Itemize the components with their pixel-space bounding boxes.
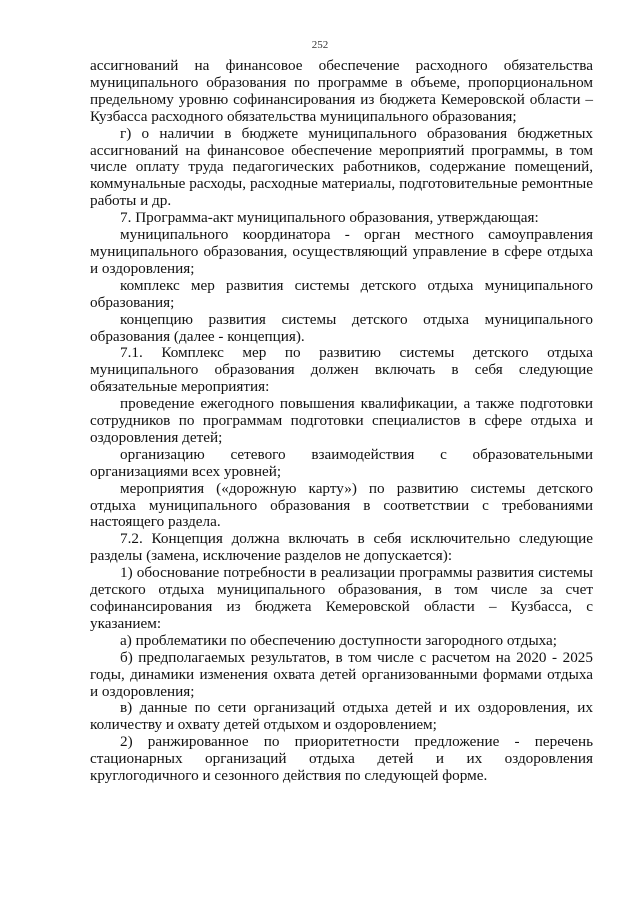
paragraph-2: г) о наличии в бюджете муниципального образования бюджетных ассигнований на финансовое обеспечение мероприятий программы, в том числе оплату труда педагогических работников, содержание помещений, коммунальные расходы, расходные материалы, подготовительные ремонтные работы и др. — [90, 124, 593, 210]
paragraph-10: мероприятия («дорожную карту») по развитию системы детского отдыха муниципального образования в соответствии с требованиями настоящего раздела. — [90, 479, 593, 531]
paragraph-1: ассигнований на финансовое обеспечение расходного обязательства муниципального образования по программе в объеме, пропорциональном предельному уровню софинансирования из бюджета Кемеровской области – Кузбасса расходного обязательства муниципального образования; — [90, 57, 593, 125]
paragraph-5: комплекс мер развития системы детского отдыха муниципального образования; — [90, 276, 593, 311]
document-body — [90, 58, 593, 785]
paragraph-12: 1) обоснование потребности в реализации программы развития системы детского отдыха муниципального образования, в том числе за счет софинансирования из бюджета Кемеровской области – Кузбасса, с указанием: — [90, 564, 593, 632]
paragraph-8: проведение ежегодного повышения квалификации, а также подготовки сотрудников по программам подготовки специалистов в сфере отдыха и оздоровления детей; — [90, 395, 593, 446]
paragraph-9: организацию сетевого взаимодействия с образовательными организациями всех уровней; — [90, 445, 593, 480]
paragraph-11: 7.2. Концепция должна включать в себя исключительно следующие разделы (замена, исключение разделов не допускается): — [90, 530, 593, 565]
paragraph-6: концепцию развития системы детского отдыха муниципального образования (далее - концепция). — [90, 310, 593, 345]
paragraph-7: 7.1. Комплекс мер по развитию системы детского отдыха муниципального образования должен включать в себя следующие обязательные мероприятия: — [90, 344, 593, 396]
page-number: 252 — [311, 39, 329, 51]
paragraph-15: в) данные по сети организаций отдыха детей и их оздоровления, их количеству и охвату детей отдыхом и оздоровлением; — [90, 699, 593, 734]
paragraph-13: а) проблематики по обеспечению доступности загородного отдыха; — [120, 631, 558, 649]
paragraph-16: 2) ранжированное по приоритетности предложение - перечень стационарных организаций отдыха детей и их оздоровления круглогодичного и сезонного действия по следующей форме. — [90, 733, 593, 785]
paragraph-14: б) предполагаемых результатов, в том числе с расчетом на 2020 - 2025 годы, динамики изменения охвата детей организованными формами отдыха и оздоровления; — [90, 648, 593, 700]
paragraph-3: 7. Программа-акт муниципального образования, утверждающая: — [120, 209, 539, 227]
paragraph-4: муниципального координатора - орган местного самоуправления муниципального образования, осуществляющий управление в сфере отдыха и оздоровления; — [90, 226, 593, 277]
